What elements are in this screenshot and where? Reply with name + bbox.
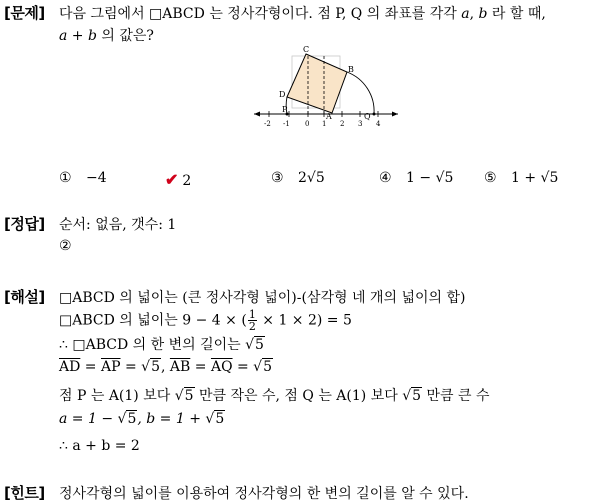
problem-line-2: a + b 의 값은? [59, 28, 154, 44]
label-a: A [326, 112, 332, 121]
label-q: Q [364, 112, 371, 121]
tick-label: 1 [322, 120, 327, 128]
square-abcd [287, 54, 347, 113]
answer-line-1: 순서: 없음, 갯수: 1 [59, 217, 177, 233]
hint-text: 정사각형의 넓이를 이용하여 정사각형의 한 변의 길이를 알 수 있다. [59, 486, 469, 502]
tick-label: 3 [358, 120, 363, 128]
hint-label: [힌트] [4, 484, 45, 502]
check-icon: ✔ [165, 170, 179, 189]
choice-3[interactable]: ③ 2√5 [271, 170, 325, 186]
problem-label: [문제] [4, 4, 45, 22]
tick-label: 4 [376, 120, 381, 128]
solution-label: [해설] [4, 288, 45, 306]
problem-line-1: 다음 그림에서 □ABCD 는 정사각형이다. 점 P, Q 의 좌표를 각각 a, b 라 할 때, [59, 6, 546, 22]
label-p: P [282, 105, 288, 114]
square-figure [252, 42, 402, 132]
tick-label: -2 [264, 120, 271, 128]
solution-line-7: ∴ a + b = 2 [59, 438, 140, 454]
label-c: C [303, 45, 310, 54]
tick-label: 2 [340, 120, 345, 128]
solution-line-5: 점 P 는 A(1) 보다 √5 만큼 작은 수, 점 Q 는 A(1) 보다 √5 만큼 큰 수 [59, 388, 490, 404]
label-b: B [348, 65, 354, 74]
solution-line-4: $\overline{AD} = \overline{AP} = √5$, $\overline{AB} = \overline{AQ} = √5$ [59, 359, 273, 375]
arc-bq [347, 72, 374, 114]
tick-label: 0 [305, 120, 310, 128]
choice-4[interactable]: ④ 1 − √5 [379, 170, 454, 186]
choice-2[interactable]: ✔ 2 [165, 170, 192, 189]
solution-line-3: ∴ □ABCD 의 한 변의 길이는 √5 [59, 337, 264, 353]
square-diagram [252, 42, 402, 132]
answer-line-2: ② [59, 238, 72, 254]
label-d: D [279, 90, 286, 99]
fraction: $\frac{1}{2}$ [248, 308, 256, 333]
choice-1[interactable]: ① −4 [59, 170, 107, 186]
solution-line-1: □ABCD 의 넓이는 (큰 정사각형 넓이)-(삼각형 네 개의 넓이의 합) [59, 290, 466, 306]
solution-line-2: □ABCD 의 넓이는 9 − 4 × ( $\frac{1}{2}$ × 1 × 2) = 5 [59, 308, 352, 333]
answer-label: [정답] [4, 215, 45, 233]
tick-label: -1 [283, 120, 290, 128]
solution-line-6: a = 1 − √5, b = 1 + √5 [59, 411, 225, 427]
choice-5[interactable]: ⑤ 1 + √5 [484, 170, 559, 186]
choice-list [59, 170, 579, 190]
